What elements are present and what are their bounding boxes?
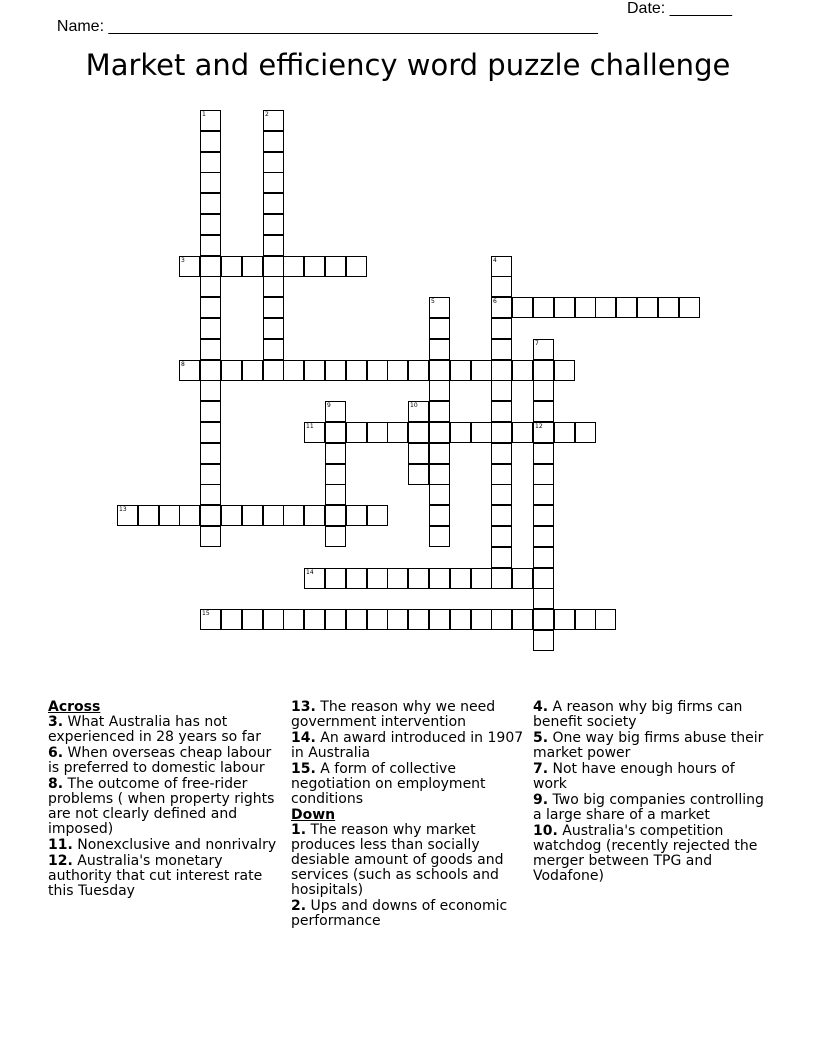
crossword-cell[interactable] [346, 609, 367, 630]
crossword-cell[interactable] [554, 360, 575, 381]
crossword-cell[interactable] [554, 297, 575, 318]
crossword-cell[interactable] [533, 380, 554, 401]
clue-number: 15 [202, 610, 210, 617]
crossword-cell[interactable] [200, 131, 221, 152]
crossword-cell[interactable] [658, 297, 679, 318]
crossword-cell[interactable] [325, 526, 346, 547]
crossword-cell[interactable] [242, 505, 263, 526]
crossword-cell[interactable] [429, 464, 450, 485]
crossword-cell[interactable] [450, 360, 471, 381]
crossword-cell[interactable] [346, 505, 367, 526]
crossword-cell[interactable] [491, 609, 512, 630]
crossword-cell[interactable] [221, 505, 242, 526]
crossword-cell[interactable] [221, 609, 242, 630]
crossword-cell[interactable] [408, 609, 429, 630]
crossword-cell[interactable] [200, 256, 221, 277]
crossword-cell[interactable] [408, 443, 429, 464]
crossword-cell[interactable] [533, 484, 554, 505]
crossword-cell[interactable] [200, 484, 221, 505]
crossword-cell[interactable] [200, 235, 221, 256]
crossword-cell[interactable] [471, 609, 492, 630]
crossword-cell[interactable] [533, 297, 554, 318]
clues-column-2 [291, 700, 527, 930]
crossword-cell[interactable] [679, 297, 700, 318]
crossword-cell[interactable] [408, 422, 429, 443]
crossword-cell[interactable] [429, 360, 450, 381]
crossword-cell[interactable] [159, 505, 180, 526]
crossword-cell[interactable] [367, 422, 388, 443]
crossword-cell[interactable] [512, 609, 533, 630]
crossword-cell[interactable] [263, 172, 284, 193]
down-clue: 9. Two big companies controlling a large share of a market [533, 792, 764, 823]
crossword-cell[interactable] [512, 422, 533, 443]
down-clue: 4. A reason why big firms can benefit society [533, 699, 743, 730]
crossword-cell[interactable] [242, 256, 263, 277]
crossword-cell[interactable] [533, 526, 554, 547]
crossword-cell[interactable] [325, 360, 346, 381]
crossword-cell[interactable] [221, 256, 242, 277]
crossword-cell[interactable] [200, 297, 221, 318]
clue-number: 3 [181, 257, 185, 264]
crossword-cell[interactable] [283, 360, 304, 381]
clue-number: 8 [181, 361, 185, 368]
crossword-cell[interactable] [325, 484, 346, 505]
crossword-cell[interactable] [200, 401, 221, 422]
crossword-cell[interactable] [429, 318, 450, 339]
crossword-cell[interactable] [429, 526, 450, 547]
crossword-cell[interactable] [491, 484, 512, 505]
across-clue: 8. The outcome of free-rider problems ( when property rights are not clearly defined and imposed) [48, 776, 275, 837]
crossword-cell[interactable] [200, 318, 221, 339]
crossword-cell[interactable] [304, 422, 325, 443]
crossword-cell[interactable] [200, 609, 221, 630]
crossword-cell[interactable] [491, 547, 512, 568]
crossword-cell[interactable] [387, 360, 408, 381]
crossword-cell[interactable] [491, 318, 512, 339]
crossword-cell[interactable] [200, 422, 221, 443]
clue-number: 7 [535, 340, 539, 347]
crossword-cell[interactable] [429, 505, 450, 526]
crossword-cell[interactable] [616, 297, 637, 318]
clue-number: 4 [493, 257, 497, 264]
crossword-cell[interactable] [387, 609, 408, 630]
crossword-cell[interactable] [325, 401, 346, 422]
across-clue: 12. Australia's monetary authority that cut interest rate this Tuesday [48, 853, 263, 899]
crossword-cell[interactable] [200, 526, 221, 547]
crossword-cell[interactable] [304, 360, 325, 381]
crossword-cell[interactable] [179, 256, 200, 277]
crossword-cell[interactable] [283, 609, 304, 630]
crossword-cell[interactable] [491, 276, 512, 297]
crossword-cell[interactable] [491, 339, 512, 360]
crossword-cell[interactable] [491, 464, 512, 485]
across-clue: 13. The reason why we need government intervention [291, 699, 496, 730]
crossword-cell[interactable] [554, 609, 575, 630]
crossword-cell[interactable] [429, 339, 450, 360]
crossword-cell[interactable] [491, 256, 512, 277]
across-clue: 14. An award introduced in 1907 in Australia [291, 730, 524, 761]
crossword-cell[interactable] [200, 380, 221, 401]
crossword-cell[interactable] [533, 568, 554, 589]
crossword-cell[interactable] [200, 193, 221, 214]
crossword-cell[interactable] [408, 401, 429, 422]
down-clue: 7. Not have enough hours of work [533, 761, 735, 792]
crossword-cell[interactable] [263, 318, 284, 339]
crossword-cell[interactable] [450, 568, 471, 589]
crossword-cell[interactable] [429, 484, 450, 505]
crossword-cell[interactable] [200, 464, 221, 485]
clue-number: 14 [306, 569, 314, 576]
crossword-cell[interactable] [471, 422, 492, 443]
down-clue: 1. The reason why market produces less than socially desiable amount of goods and services (such as schools and hosipitals) [291, 822, 504, 898]
crossword-cell[interactable] [200, 505, 221, 526]
clue-number: 6 [493, 298, 497, 305]
crossword-cell[interactable] [283, 505, 304, 526]
clue-number: 13 [119, 506, 127, 513]
crossword-cell[interactable] [512, 360, 533, 381]
crossword-cell[interactable] [429, 422, 450, 443]
crossword-cell[interactable] [491, 443, 512, 464]
crossword-cell[interactable] [200, 443, 221, 464]
crossword-cell[interactable] [554, 422, 575, 443]
clue-number: 5 [431, 298, 435, 305]
crossword-cell[interactable] [263, 276, 284, 297]
crossword-cell[interactable] [533, 547, 554, 568]
crossword-cell[interactable] [491, 297, 512, 318]
across-clue: 6. When overseas cheap labour is preferred to domestic labour [48, 745, 272, 776]
crossword-cell[interactable] [200, 360, 221, 381]
across-clue: 11. Nonexclusive and nonrivalry [48, 837, 277, 853]
page-title: Market and efficiency word puzzle challenge [85, 48, 731, 82]
crossword-cell[interactable] [346, 422, 367, 443]
clue-number: 10 [410, 402, 418, 409]
crossword-cell[interactable] [450, 609, 471, 630]
crossword-cell[interactable] [200, 152, 221, 173]
clue-number: 1 [202, 111, 206, 118]
crossword-cell[interactable] [533, 630, 554, 651]
crossword-cell[interactable] [263, 297, 284, 318]
crossword-cell[interactable] [512, 568, 533, 589]
crossword-cell[interactable] [575, 609, 596, 630]
crossword-cell[interactable] [429, 401, 450, 422]
clue-number: 9 [327, 402, 331, 409]
crossword-cell[interactable] [595, 609, 616, 630]
crossword-cell[interactable] [263, 609, 284, 630]
crossword-cell[interactable] [200, 276, 221, 297]
crossword-cell[interactable] [471, 360, 492, 381]
down-clue: 2. Ups and downs of economic performance [291, 898, 508, 929]
crossword-cell[interactable] [242, 609, 263, 630]
crossword-cell[interactable] [575, 422, 596, 443]
across-clue: 15. A form of collective negotiation on employment conditions [291, 761, 486, 807]
crossword-cell[interactable] [117, 505, 138, 526]
crossword-cell[interactable] [200, 172, 221, 193]
crossword-cell[interactable] [325, 568, 346, 589]
crossword-cell[interactable] [263, 214, 284, 235]
crossword-cell[interactable] [491, 422, 512, 443]
crossword-cell[interactable] [533, 609, 554, 630]
crossword-cell[interactable] [263, 131, 284, 152]
crossword-cell[interactable] [408, 464, 429, 485]
crossword-cell[interactable] [242, 360, 263, 381]
crossword-cell[interactable] [263, 339, 284, 360]
date-field-label: Date: _______ [627, 0, 732, 17]
crossword-cell[interactable] [533, 443, 554, 464]
crossword-cell[interactable] [429, 297, 450, 318]
name-field-label: Name: _______________________________________________________ [56, 18, 598, 35]
crossword-cell[interactable] [367, 568, 388, 589]
crossword-cell[interactable] [263, 505, 284, 526]
crossword-cell[interactable] [387, 568, 408, 589]
crossword-cell[interactable] [304, 609, 325, 630]
clue-number: 12 [535, 423, 543, 430]
crossword-cell[interactable] [325, 609, 346, 630]
crossword-cell[interactable] [263, 110, 284, 131]
crossword-cell[interactable] [263, 235, 284, 256]
crossword-cell[interactable] [471, 568, 492, 589]
crossword-cell[interactable] [637, 297, 658, 318]
crossword-cell[interactable] [325, 464, 346, 485]
crossword-cell[interactable] [200, 214, 221, 235]
crossword-cell[interactable] [346, 360, 367, 381]
crossword-cell[interactable] [491, 505, 512, 526]
crossword-cell[interactable] [325, 256, 346, 277]
crossword-cell[interactable] [429, 443, 450, 464]
across-heading: Across [48, 699, 101, 715]
crossword-cell[interactable] [304, 505, 325, 526]
crossword-cell[interactable] [179, 360, 200, 381]
crossword-cell[interactable] [325, 422, 346, 443]
crossword-cell[interactable] [387, 422, 408, 443]
crossword-cell[interactable] [263, 256, 284, 277]
crossword-cell[interactable] [533, 360, 554, 381]
crossword-cell[interactable] [200, 339, 221, 360]
down-clue: 5. One way big firms abuse their market power [533, 730, 764, 761]
crossword-cell[interactable] [304, 568, 325, 589]
crossword-cell[interactable] [263, 152, 284, 173]
crossword-cell[interactable] [200, 110, 221, 131]
crossword-cell[interactable] [491, 526, 512, 547]
crossword-cell[interactable] [367, 505, 388, 526]
crossword-cell[interactable] [346, 568, 367, 589]
crossword-cell[interactable] [533, 464, 554, 485]
crossword-cell[interactable] [595, 297, 616, 318]
crossword-cell[interactable] [346, 256, 367, 277]
crossword-cell[interactable] [429, 568, 450, 589]
crossword-cell[interactable] [367, 609, 388, 630]
crossword-cell[interactable] [138, 505, 159, 526]
crossword-cell[interactable] [429, 380, 450, 401]
crossword-cell[interactable] [533, 339, 554, 360]
crossword-cell[interactable] [533, 588, 554, 609]
clues-column-1 [48, 700, 286, 900]
clues-column-3 [533, 700, 769, 885]
crossword-cell[interactable] [325, 505, 346, 526]
crossword-cell[interactable] [491, 380, 512, 401]
clue-number: 2 [265, 111, 269, 118]
crossword-cell[interactable] [408, 568, 429, 589]
crossword-cell[interactable] [367, 360, 388, 381]
crossword-cell[interactable] [304, 256, 325, 277]
crossword-cell[interactable] [263, 193, 284, 214]
crossword-cell[interactable] [221, 360, 242, 381]
across-clue: 3. What Australia has not experienced in 28 years so far [48, 714, 261, 745]
crossword-cell[interactable] [491, 360, 512, 381]
crossword-cell[interactable] [450, 422, 471, 443]
crossword-cell[interactable] [429, 609, 450, 630]
crossword-cell[interactable] [408, 360, 429, 381]
crossword-cell[interactable] [533, 505, 554, 526]
crossword-cell[interactable] [491, 401, 512, 422]
crossword-cell[interactable] [533, 401, 554, 422]
down-heading: Down [291, 807, 336, 823]
crossword-cell[interactable] [325, 443, 346, 464]
crossword-cell[interactable] [179, 505, 200, 526]
crossword-cell[interactable] [283, 256, 304, 277]
crossword-cell[interactable] [575, 297, 596, 318]
crossword-cell[interactable] [491, 568, 512, 589]
crossword-cell[interactable] [533, 422, 554, 443]
crossword-cell[interactable] [263, 360, 284, 381]
crossword-cell[interactable] [512, 297, 533, 318]
down-clue: 10. Australia's competition watchdog (recently rejected the merger between TPG and Vodafone) [533, 823, 758, 884]
clue-number: 11 [306, 423, 314, 430]
